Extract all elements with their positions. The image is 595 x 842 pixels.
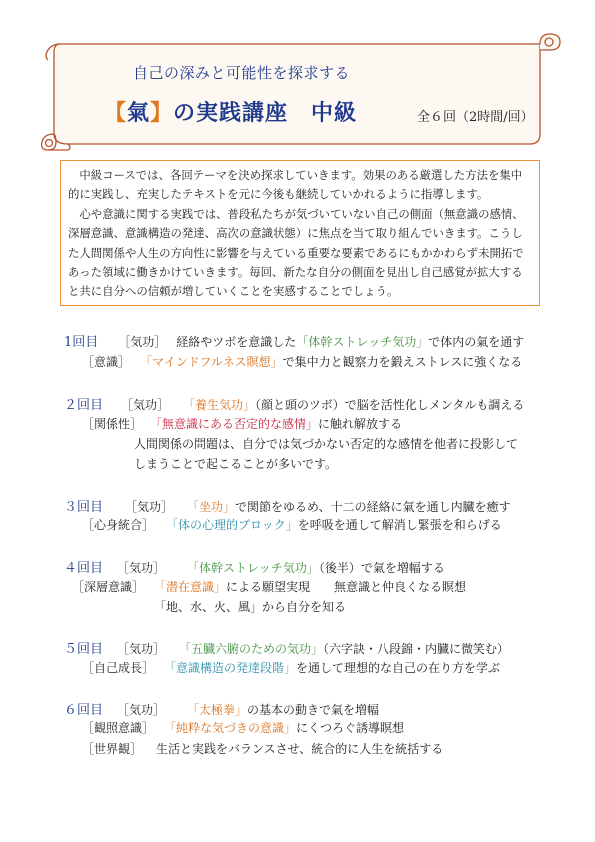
session-3-highlight: 「坐功」 [187, 500, 236, 514]
session-2-line-4: しまうことで起こることが多いです。 [134, 457, 338, 471]
session-1-text-2: で集中力と観察力を鍛えストレスに強くなる [282, 355, 523, 369]
session-4-text-2: による願望実現 無意識と仲良くなる瞑想 [226, 580, 467, 594]
session-6-text-2: にくつろぐ誘導瞑想 [296, 721, 405, 735]
intro-paragraph-2: 心や意識に関する実践では、普段私たちが気づいていない自己の側面（無意識の感情、深層意識、意識構造の発達、高次の意識状態）に焦点を当て取り組んでいきます。こうした人間関係や人生の方向性に影響を与えている重要な要素であるにもかかわらず未開拓であった領域に働きかけていきます。毎回、新たな自分の側面を見出し自己感覚が拡大すると共に自分への信頼が増していくことを実感することでしょう。 [68, 206, 524, 299]
session-3-text-2: を呼吸を通して解消し緊張を和らげる [297, 518, 502, 532]
session-2-text: （顔と頭のツボ）で脳を活性化しメンタルも調える [255, 398, 525, 412]
session-4-highlight: 「体幹ストレッチ気功」 [187, 561, 319, 575]
subtitle: 自己の深みと可能性を探求する [133, 64, 351, 82]
sessions-info: 全６回（2時間/回） [417, 110, 534, 125]
session-1-highlight-2: 「マインドフルネス瞑想」 [140, 355, 283, 369]
session-6-highlight: 「太極拳」 [187, 703, 248, 717]
session-6-line-3 [82, 740, 443, 757]
intro-box [60, 160, 540, 306]
session-6-tag-2: ［観照意識］ [82, 721, 155, 735]
session-4-line-3: 「地、水、火、風」から自分を知る [154, 600, 347, 614]
session-3-tag-2: ［心身統合］ [82, 518, 155, 532]
session-6-line-2 [82, 719, 404, 736]
session-5-highlight-2: 「意識構造の発達段階」 [164, 661, 297, 675]
session-5-highlight: 「五臓六腑のための気功」 [179, 642, 324, 656]
session-5-line-2 [82, 659, 500, 676]
session-4-tag-2: ［深層意識］ [72, 580, 145, 594]
session-1-text: で体内の氣を通す [428, 335, 525, 349]
session-2-line-2 [82, 415, 402, 432]
session-2-line-3: 人間関係の問題は、自分では気づかない否定的な感情を他者に投影して [134, 437, 519, 451]
session-5-number: ５回目 [64, 642, 104, 657]
session-1-line-2 [82, 353, 522, 370]
page-title [104, 96, 357, 127]
session-3-highlight-2: 「体の心理的ブロック」 [166, 518, 298, 532]
session-3-line-1 [64, 496, 511, 515]
session-6-text-3: 生活と実践をバランスさせ、統合的に人生を統括する [156, 742, 444, 756]
session-4-line-2 [72, 578, 466, 595]
title-bracket-close: 】 [150, 100, 174, 126]
session-4-line-1 [64, 557, 445, 576]
session-1-text-pre: 経絡やツボを意識した [176, 335, 297, 349]
session-1-number: 1回目 [64, 335, 99, 350]
session-3-number: ３回目 [64, 500, 104, 515]
intro-paragraph-1: 中級コースでは、各回テーマを決め探求していきます。効果のある厳選した方法を集中的に実践し、充実したテキストを元に今後も継続していかれるように指導します。 [68, 168, 523, 202]
session-3-tag: ［気功］ [125, 500, 174, 514]
session-5-line-1 [64, 638, 509, 657]
session-6-line-1 [64, 699, 379, 718]
session-5-tag: ［気功］ [117, 642, 166, 656]
session-5-tag-2: ［自己成長］ [82, 661, 155, 675]
session-3-line-2 [82, 516, 502, 533]
session-4-number: ４回目 [64, 561, 104, 576]
session-1-highlight: 「体幹ストレッチ気功」 [296, 335, 429, 349]
session-1-line-1 [64, 331, 524, 350]
session-4-text: （後半）で氣を増幅する [318, 561, 445, 575]
session-3-text: で関節をゆるめ、十二の経絡に氣を通し内臓を癒す [235, 500, 511, 514]
session-5-text: （六字訣・八段錦・内臓に微笑む） [323, 642, 510, 656]
session-6-tag-3: ［世界観］ [82, 742, 143, 756]
session-2-tag-2: ［関係性］ [82, 417, 143, 431]
title-rest: の実践講座 中級 [173, 100, 358, 126]
session-4-tag: ［気功］ [117, 561, 166, 575]
session-4-highlight-2: 「潜在意識」 [154, 580, 227, 594]
session-2-line-1 [64, 394, 524, 413]
session-6-text: の基本の動きで氣を増幅 [247, 703, 380, 717]
session-2-tag: ［気功］ [121, 398, 170, 412]
session-2-number: ２回目 [64, 398, 104, 413]
session-2-highlight: 「養生気功」 [183, 398, 256, 412]
session-1-tag: ［気功］ [118, 335, 167, 349]
session-6-tag: ［気功］ [117, 703, 166, 717]
session-1-tag-2: ［意識］ [82, 355, 131, 369]
session-2-highlight-2: 「無意識にある否定的な感情」 [150, 417, 319, 431]
session-5-text-2: を通して理想的な自己の在り方を学ぶ [296, 661, 501, 675]
session-6-number: ６回目 [64, 703, 104, 718]
session-2-text-2: に触れ解放する [318, 417, 403, 431]
title-bracket-open: 【 [104, 100, 128, 126]
session-6-highlight-2: 「純粋な気づきの意識」 [164, 721, 297, 735]
title-ki: 氣 [127, 100, 151, 126]
